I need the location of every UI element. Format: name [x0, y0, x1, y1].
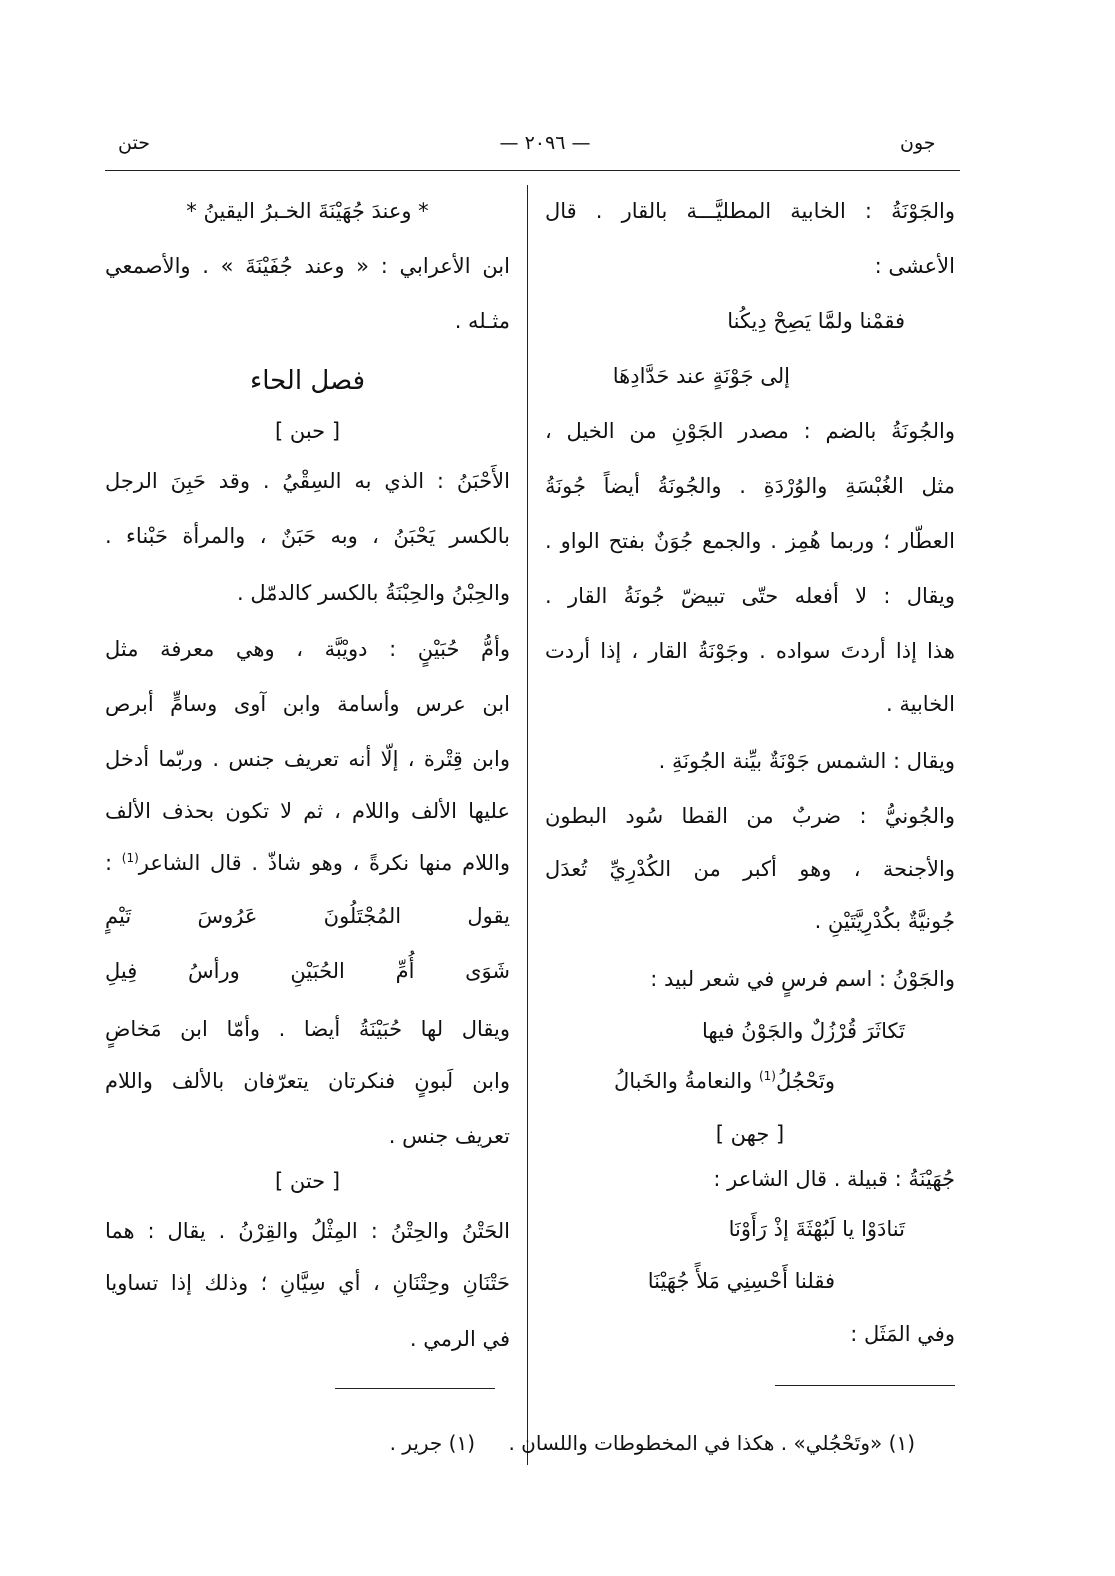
text-line: بالكسر يَحْبَنُ ، وبه حَبَنٌ ، والمرأة حَبْناء .	[105, 524, 510, 548]
line-text: :	[105, 851, 122, 875]
footnote-marker: (1)	[758, 1069, 776, 1083]
text-line: والجُونَةُ بالضم : مصدر الجَوْنِ من الخيل ،	[545, 419, 955, 443]
footnote-rule	[775, 1385, 955, 1386]
text-line: تعريف جنس .	[388, 1124, 510, 1148]
text-line: الأعشى :	[874, 254, 955, 278]
text-line: مثل الغُبْسَةِ والوُرْدَةِ . والجُونَةُ أيضاً جُونَةُ	[545, 474, 955, 498]
text-line: والجُونيُّ : ضربٌ من القطا سُود البطون	[545, 804, 955, 828]
text-line: وابن قِتْرة ، إلّا أنه تعريف جنس . وربّما أدخل	[105, 747, 510, 771]
text-line: والأجنحة ، وهو أكبر من الكُدْرِيِّ تُعدَل	[545, 857, 955, 881]
text-line: حَتْنَانِ وحِتْنَانِ ، أي سِيَّانِ ؛ وذلك إذا تساويا	[105, 1271, 510, 1295]
footnote: (١) «وتَحْجُلي» . هكذا في المخطوطات واللسان .	[508, 1431, 915, 1455]
text-line: جُونيَّةٌ بكُدْرِيَّتَيْنِ .	[814, 909, 955, 933]
verse-line: تَكاثَرَ قُرْزُلٌ والجَوْنُ فيها	[702, 1019, 905, 1043]
verse-line: تَنادَوْا يا لَبُهْثَةَ إذْ رَأَوْنَا	[728, 1217, 905, 1241]
text-line: هذا إذا أردتَ سواده . وجَوْنَةُ القار ، إذا أردت	[545, 639, 955, 663]
text-line: الخابية .	[886, 692, 955, 716]
root-heading: [ حبن ]	[274, 419, 341, 443]
left-column	[105, 0, 510, 1576]
text-line: ابن عرس وأسامة وابن آوى وسامٍّ أبرص	[105, 692, 510, 716]
line-text: واللام منها نكرةً ، وهو شاذّ . قال الشاعر	[138, 851, 510, 875]
column-divider	[527, 185, 528, 1465]
text-line: ويقال : لا أفعله حتّى تبيضّ جُونَةُ القار .	[545, 584, 955, 608]
text-line: العطّار ؛ وربما هُمِز . والجمع جُوَنٌ بفتح الواو .	[545, 529, 955, 553]
verse-line: إلى جَوْنَةٍ عند حَدَّادِهَا	[612, 364, 790, 388]
text-line: وابن لَبونٍ فنكرتان يتعرّفان بالألف واللام	[105, 1069, 510, 1093]
verse-line: يقول المُجْتَلُونَ عَرُوسَ تَيْمٍ	[105, 904, 510, 928]
footnote-rule	[335, 1388, 495, 1389]
text-line: في الرمي .	[409, 1327, 510, 1351]
root-heading: [ حتن ]	[274, 1169, 341, 1193]
verse-line: شَوَى أُمِّ الحُبَيْنِ ورأسُ فِيلِ	[105, 959, 510, 983]
text-line: ابن الأعرابي : « وعند جُفَيْنَةَ » . والأصمعي	[105, 254, 510, 278]
text-line: والجَوْنُ : اسم فرسٍ في شعر لبيد :	[650, 967, 955, 991]
text-line: وأمُّ حُبَيْنٍ : دويْبَّة ، وهي معرفة مثل	[105, 637, 510, 661]
verse-line: فقلنا أَحْسِنِي مَلأً جُهَيْنَا	[647, 1269, 835, 1293]
page-number: — ٢٠٩٦ —	[499, 132, 591, 154]
verse-line: فقمْنا ولمَّا يَصِحْ دِيكُنا	[727, 309, 905, 333]
text-line: ويقال لها حُبَيْنَةُ أيضا . وأمّا ابن مَخاضٍ	[105, 1017, 510, 1041]
footnote-marker: (1)	[121, 851, 139, 865]
text-line: والحِبْنُ والحِبْنَةُ بالكسر كالدمّل .	[236, 581, 510, 605]
text-line: والجَوْنَةُ : الخابية المطليَّـــة بالقار . قال	[545, 199, 955, 223]
right-column	[508, 0, 955, 1576]
verse-text: والنعامةُ والخَبالُ	[613, 1069, 759, 1093]
text-line: جُهَيْنَةُ : قبيلة . قال الشاعر :	[713, 1167, 955, 1191]
header-right-root: جون	[900, 132, 936, 154]
text-line: الحَتْنُ والحِتْنُ : المِثْلُ والقِرْنُ . يقال : هما	[105, 1219, 510, 1243]
verse-line	[545, 1060, 955, 1102]
footnote: (١) جرير .	[389, 1431, 475, 1455]
text-line: الأَحْبَنُ : الذي به السِقْيُ . وقد حَبِنَ الرجل	[105, 469, 510, 493]
text-line	[105, 842, 510, 884]
verse-line: * وعندَ جُهَيْنَةَ الخـبرُ اليقينُ *	[186, 199, 429, 223]
text-line: مثـله .	[454, 309, 510, 333]
text-line: ويقال : الشمس جَوْنَةٌ بيِّنة الجُونَةِ .	[658, 749, 955, 773]
root-heading: [ جهن ]	[715, 1122, 785, 1146]
header-left-root: حتن	[118, 132, 150, 154]
text-line: عليها الألف واللام ، ثم لا تكون بحذف الألف	[105, 799, 510, 823]
section-heading: فصل الحاء	[249, 366, 365, 396]
verse-text: وتَحْجُلُ	[775, 1069, 835, 1093]
text-line: وفي المَثَل :	[850, 1322, 955, 1346]
